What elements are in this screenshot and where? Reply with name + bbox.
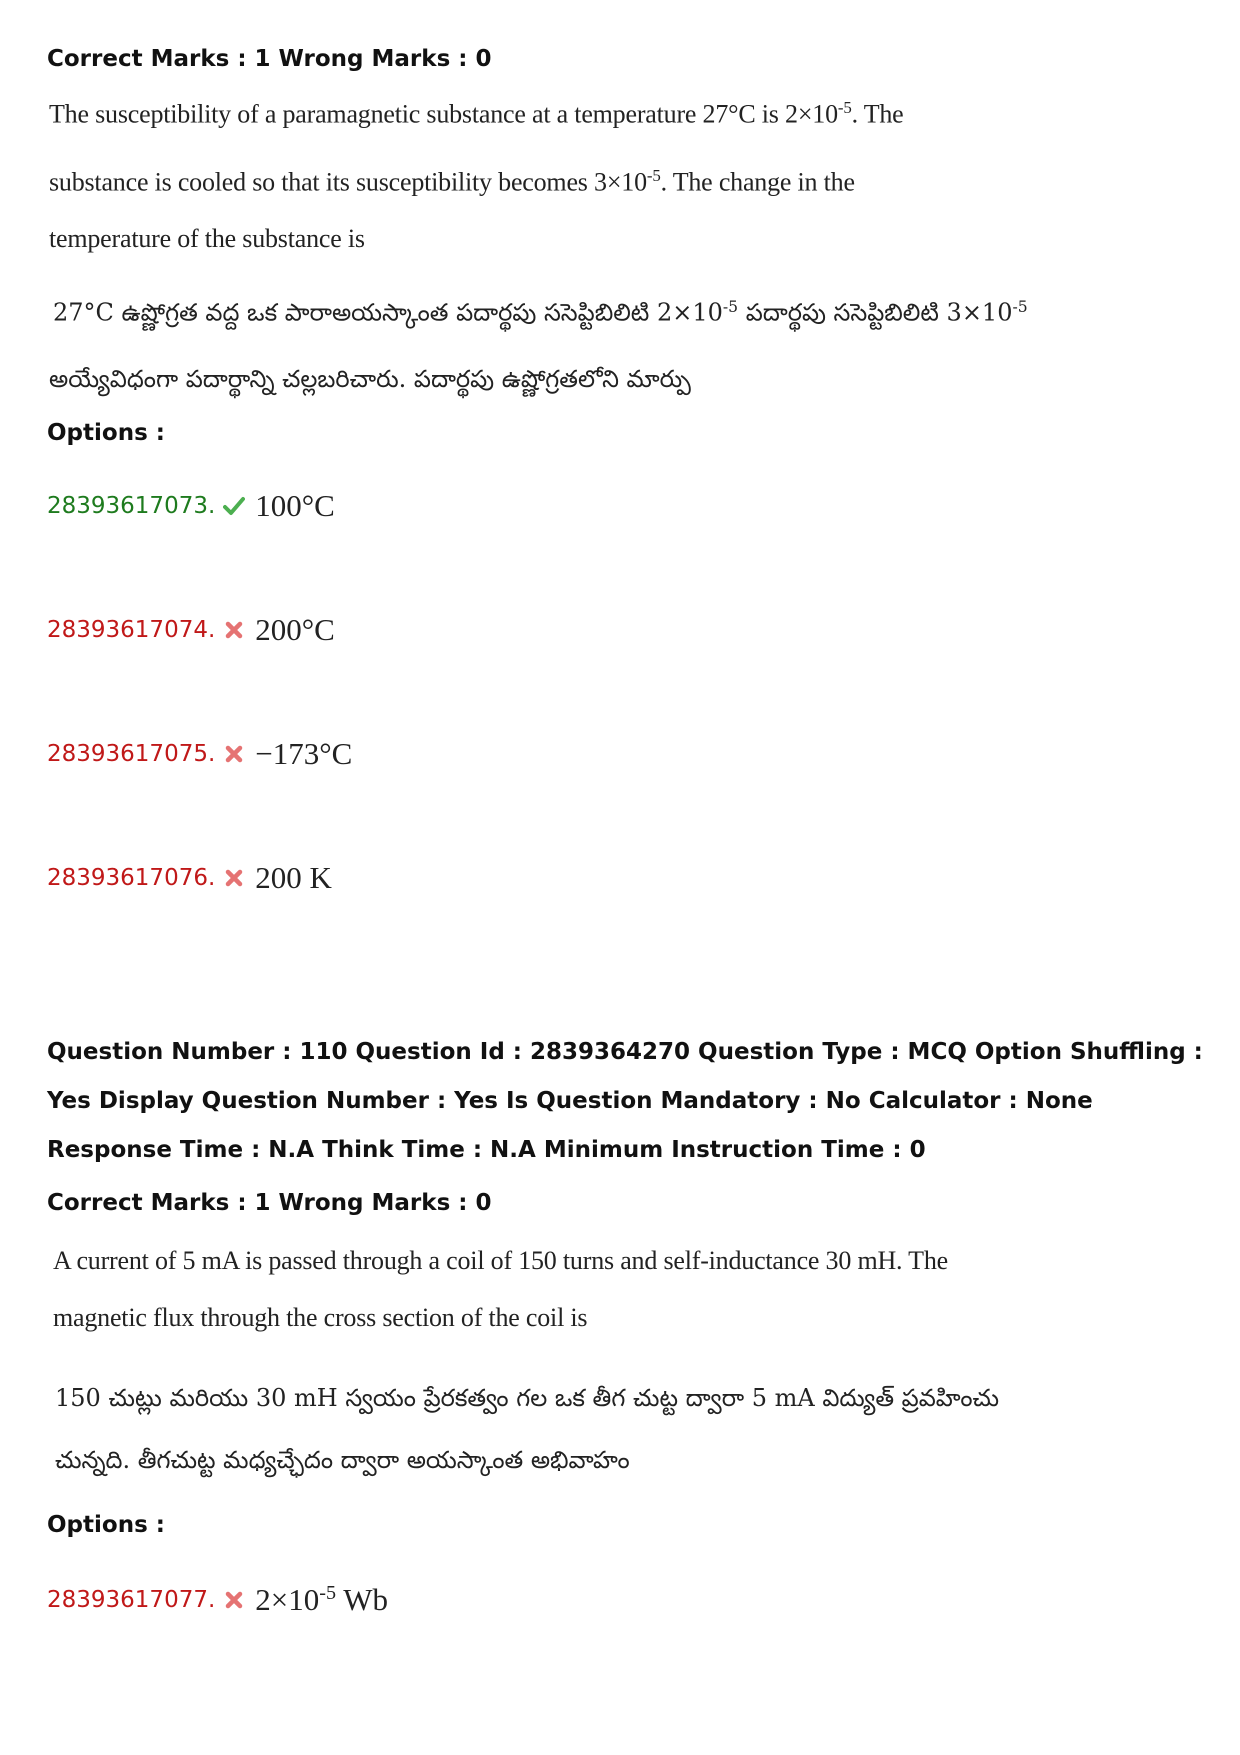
option-row[interactable] [47,1582,388,1618]
option-id: 28393617074. [47,617,216,643]
option-value: $2\times 10^{-5}$ Wb [255,1582,388,1618]
cross-icon [223,619,245,641]
q109-telugu-line-1: 27°C ఉష్ణోగ్రత వద్ద ఒక పారాఅయస్కాంత పదార్థపు ససెప్టిబిలిటి $2\times 10^{-5}$ పదార్థపు ససెప్టిబిలిటి $3\times 10^{-5}$ [53,298,1028,327]
cross-icon [223,743,245,765]
q110-telugu-line-2: చున్నది. తీగచుట్ట మధ్యచ్ఛేదం ద్వారా అయస్కాంత అభివాహం [55,1446,630,1474]
option-id: 28393617076. [47,865,216,891]
q109-telugu-line-2: అయ్యేవిధంగా పదార్థాన్ని చల్లబరిచారు. పదార్థపు ఉష్ణోగ్రతలోని మార్పు [49,365,691,393]
option-id: 28393617075. [47,741,216,767]
option-row[interactable] [47,612,335,648]
option-row[interactable] [47,488,335,524]
q110-english-line-2: magnetic flux through the cross section of the coil is [53,1303,588,1332]
option-value: 200 K [255,860,332,895]
option-value: −173°C [255,736,353,771]
q110-options-label: Options : [47,1512,165,1538]
option-value: 100°C [255,488,335,523]
q110-english-line-1: A current of 5 mA is passed through a coil of 150 turns and self-inductance 30 mH. The [53,1246,949,1275]
option-row[interactable] [47,860,332,896]
option-row[interactable] [47,736,352,772]
option-id: 28393617077. [47,1587,216,1614]
q110-telugu-line-1: 150 చుట్లు మరియు 30 mH స్వయం ప్రేరకత్వం గల ఒక తీగ చుట్ట ద్వారా 5 mA విద్యుత్ ప్రవహించు [55,1384,1000,1412]
q109-marks: Correct Marks : 1 Wrong Marks : 0 [47,46,492,72]
cross-icon [223,867,245,889]
option-id: 28393617073. [47,493,216,519]
q110-meta: Question Number : 110 Question Id : 2839364270 Question Type : MCQ Option Shuffling : Yes Display Question Number : Yes Is Question Mandatory : No Calculator : None Response Time : N.A Think Time : N.A Minimum Instruction Time : 0 [47,1039,1203,1163]
check-icon [223,495,245,517]
q110-marks: Correct Marks : 1 Wrong Marks : 0 [47,1190,492,1216]
cross-icon [223,1589,245,1611]
q109-english-line-1: The susceptibility of a paramagnetic substance at a temperature 27°C is $2\times 10^{-5}$. The [49,98,904,129]
q109-english-line-3: temperature of the substance is [49,224,365,253]
option-value: 200°C [255,612,335,647]
q109-english-line-2: substance is cooled so that its susceptibility becomes $3\times 10^{-5}$. The change in the [49,166,855,197]
q109-options-label: Options : [47,420,165,446]
